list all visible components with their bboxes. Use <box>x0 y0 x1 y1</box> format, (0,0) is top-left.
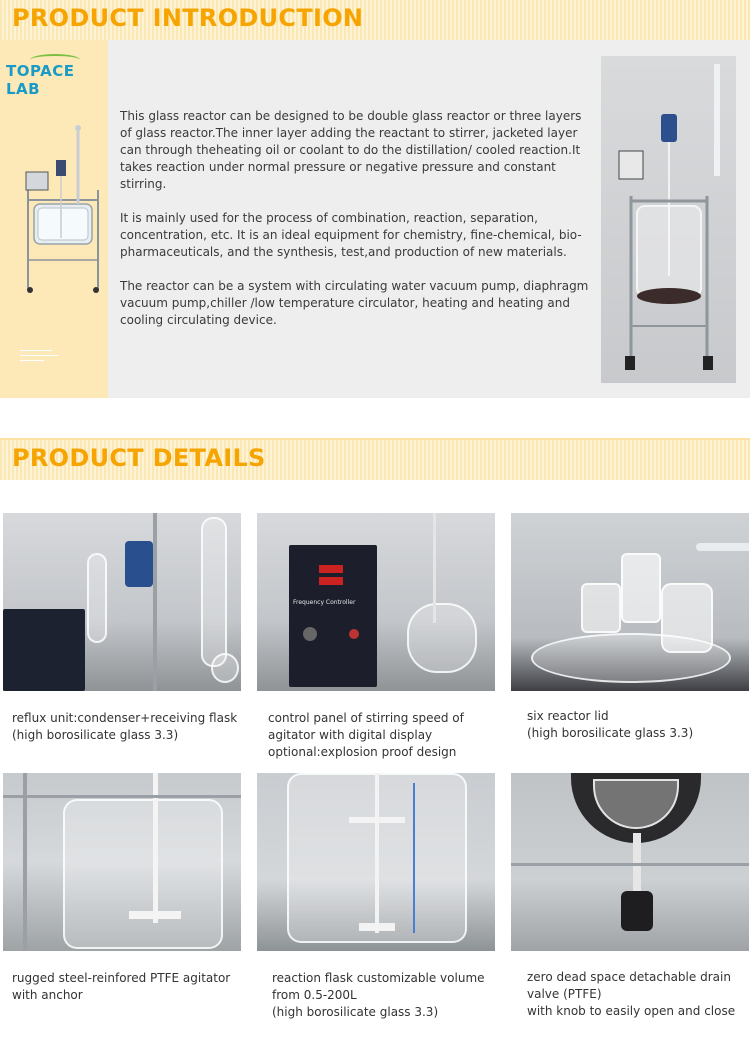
details-banner <box>0 440 750 480</box>
frequency-controller-label: Frequency Controller <box>293 599 356 606</box>
detail-caption: six reactor lid (high borosilicate glass 3.3) <box>527 709 694 740</box>
control-panel-photo <box>257 513 495 691</box>
detail-caption: reaction flask customizable volume from 0.5-200L (high borosilicate glass 3.3) <box>272 971 485 1019</box>
detail-caption: control panel of stirring speed of agitator with digital display optional:explosion proof design <box>268 711 464 759</box>
reflux-unit-photo <box>3 513 241 691</box>
detail-caption: zero dead space detachable drain valve (PTFE) with knob to easily open and close <box>527 970 736 1018</box>
reactor-main-photo <box>601 56 736 383</box>
intro-paragraph: The reactor can be a system with circulating water vacuum pump, diaphragm vacuum pump,chiller /low temperature circulator, heating and heating and cooling circulating device. <box>120 279 589 327</box>
details-title: PRODUCT DETAILS <box>12 444 266 472</box>
detail-caption: rugged steel-reinfored PTFE agitator with anchor <box>12 971 231 1002</box>
brand-logo: TOPACE LAB <box>6 62 75 98</box>
drain-valve-photo <box>511 773 749 951</box>
intro-paragraph: This glass reactor can be designed to be double glass reactor or three layers of glass reactor.The inner layer adding the reactant to stirrer, jacketed layer can through theheating oil or coolant to do the distillation/ cooled reaction.It takes reaction under normal pressure or negative pressure and constant stirring. <box>120 109 582 191</box>
introduction-banner <box>0 0 750 40</box>
introduction-title: PRODUCT INTRODUCTION <box>12 4 364 32</box>
decorative-lines <box>20 350 60 365</box>
intro-sidebar <box>0 40 108 398</box>
agitator-photo <box>3 773 241 951</box>
intro-description <box>120 108 590 346</box>
intro-section <box>0 40 750 398</box>
reactor-main-drawing <box>601 56 736 383</box>
reactor-lid-photo <box>511 513 749 691</box>
reaction-flask-photo <box>257 773 495 951</box>
detail-caption: reflux unit:condenser+receiving flask (high borosilicate glass 3.3) <box>12 711 238 742</box>
small-reactor-image <box>22 120 104 300</box>
intro-paragraph: It is mainly used for the process of combination, reaction, separation, concentration, etc. It is an ideal equipment for chemistry, fine-chemical, bio-pharmaceuticals, and the synthesis, test,and production of new materials. <box>120 211 582 259</box>
